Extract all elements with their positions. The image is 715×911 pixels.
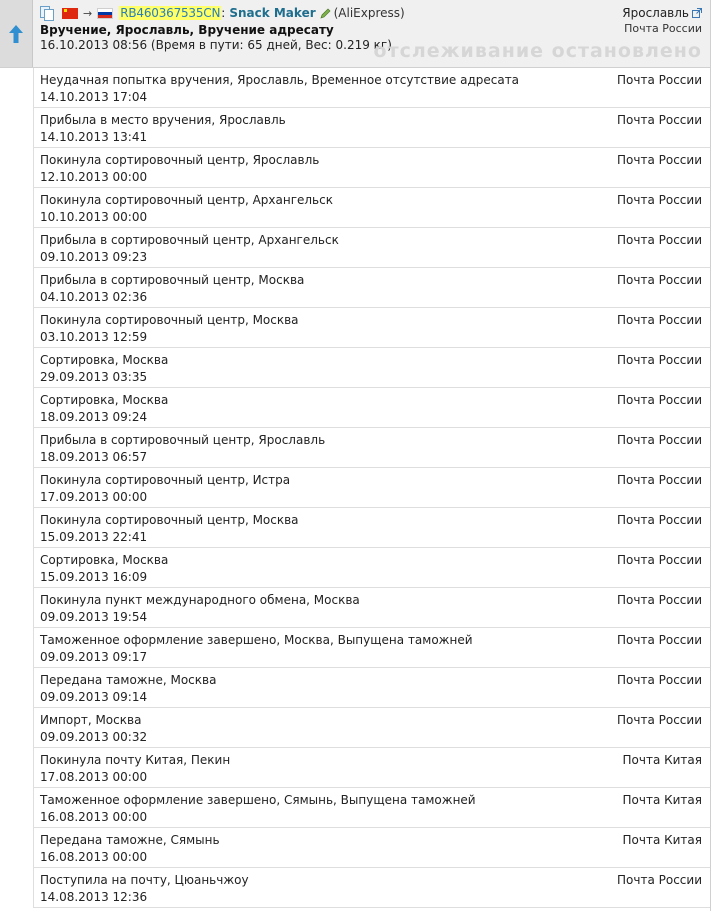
tracking-event-row	[33, 428, 710, 468]
tracking-event-row	[33, 228, 710, 268]
event-description: Покинула сортировочный центр, Архангельск	[40, 193, 333, 207]
event-description: Таможенное оформление завершено, Сямынь, Выпущена таможней	[40, 793, 476, 807]
event-description: Поступила на почту, Цюаньчжоу	[40, 873, 249, 887]
event-service: Почта России	[617, 713, 702, 727]
tracking-number[interactable]: RB460367535CN	[120, 6, 221, 20]
event-description: Импорт, Москва	[40, 713, 142, 727]
tracking-event-row	[33, 548, 710, 588]
tracking-event-row	[33, 308, 710, 348]
tracking-event-row	[33, 188, 710, 228]
event-description: Сортировка, Москва	[40, 393, 169, 407]
event-date: 16.08.2013 00:00	[40, 810, 148, 824]
event-description: Прибыла в сортировочный центр, Архангельск	[40, 233, 339, 247]
event-date: 18.09.2013 09:24	[40, 410, 148, 424]
event-date: 17.09.2013 00:00	[40, 490, 148, 504]
header-location	[622, 5, 702, 37]
collapse-button[interactable]	[0, 0, 33, 67]
event-service: Почта России	[617, 873, 702, 887]
event-date: 09.09.2013 09:14	[40, 690, 148, 704]
event-date: 14.10.2013 13:41	[40, 130, 148, 144]
header-title-line	[40, 5, 405, 21]
external-link-icon	[692, 8, 702, 18]
tracking-event-row	[33, 748, 710, 788]
event-description: Прибыла в сортировочный центр, Ярославль	[40, 433, 326, 447]
event-service: Почта России	[617, 153, 702, 167]
parcel-title-link[interactable]: Snack Maker	[229, 6, 316, 20]
event-date: 09.10.2013 09:23	[40, 250, 148, 264]
tracking-event-row	[33, 148, 710, 188]
event-service: Почта России	[617, 193, 702, 207]
event-service: Почта России	[617, 473, 702, 487]
event-date: 09.09.2013 19:54	[40, 610, 148, 624]
event-description: Покинула сортировочный центр, Истра	[40, 473, 291, 487]
tracking-event-row	[33, 268, 710, 308]
tracking-stopped-watermark: отслеживание остановлено	[373, 40, 702, 62]
event-service: Почта России	[617, 233, 702, 247]
event-description: Покинула почту Китая, Пекин	[40, 753, 231, 767]
event-date: 17.08.2013 00:00	[40, 770, 148, 784]
tracking-event-row	[33, 868, 710, 908]
arrow-right-icon: →	[83, 6, 93, 20]
tracking-event-row	[33, 788, 710, 828]
copy-icon[interactable]	[40, 6, 54, 21]
event-date: 15.09.2013 16:09	[40, 570, 148, 584]
tracking-event-row	[33, 348, 710, 388]
event-date: 18.09.2013 06:57	[40, 450, 148, 464]
event-description: Покинула сортировочный центр, Москва	[40, 513, 299, 527]
location-city-label: Ярославль	[622, 6, 689, 20]
event-service: Почта России	[617, 313, 702, 327]
event-description: Сортировка, Москва	[40, 553, 169, 567]
event-description: Покинула сортировочный центр, Москва	[40, 313, 299, 327]
tracking-event-row	[33, 708, 710, 748]
current-status: Вручение, Ярославль, Вручение адресату	[40, 23, 334, 37]
event-service: Почта России	[617, 633, 702, 647]
event-service: Почта России	[617, 593, 702, 607]
event-date: 09.09.2013 09:17	[40, 650, 148, 664]
event-date: 14.08.2013 12:36	[40, 890, 148, 904]
event-date: 10.10.2013 00:00	[40, 210, 148, 224]
tracking-event-row	[33, 628, 710, 668]
event-date: 04.10.2013 02:36	[40, 290, 148, 304]
event-service: Почта Китая	[622, 833, 702, 847]
event-description: Покинула сортировочный центр, Ярославль	[40, 153, 320, 167]
tracking-header	[0, 0, 710, 68]
event-description: Передана таможне, Сямынь	[40, 833, 220, 847]
event-service: Почта Китая	[622, 753, 702, 767]
china-flag-icon	[62, 8, 78, 19]
event-date: 14.10.2013 17:04	[40, 90, 148, 104]
event-date: 29.09.2013 03:35	[40, 370, 148, 384]
location-service: Почта России	[624, 22, 702, 35]
event-date: 16.08.2013 00:00	[40, 850, 148, 864]
event-service: Почта России	[617, 553, 702, 567]
event-service: Почта России	[617, 513, 702, 527]
tracking-event-row	[33, 108, 710, 148]
event-description: Передана таможне, Москва	[40, 673, 217, 687]
status-details: 16.10.2013 08:56 (Время в пути: 65 дней, Вес: 0.219 кг)	[40, 38, 392, 52]
tracking-event-row	[33, 468, 710, 508]
event-description: Сортировка, Москва	[40, 353, 169, 367]
event-description: Прибыла в место вручения, Ярославль	[40, 113, 286, 127]
event-service: Почта России	[617, 273, 702, 287]
tracking-event-row	[33, 68, 710, 108]
arrow-up-icon	[8, 24, 24, 44]
event-service: Почта России	[617, 73, 702, 87]
event-date: 12.10.2013 00:00	[40, 170, 148, 184]
event-service: Почта России	[617, 353, 702, 367]
event-service: Почта Китая	[622, 793, 702, 807]
event-description: Покинула пункт международного обмена, Москва	[40, 593, 360, 607]
event-date: 09.09.2013 00:32	[40, 730, 148, 744]
event-service: Почта России	[617, 113, 702, 127]
pencil-icon[interactable]	[320, 8, 331, 19]
event-service: Почта России	[617, 433, 702, 447]
tracking-events-list	[0, 68, 710, 908]
event-description: Прибыла в сортировочный центр, Москва	[40, 273, 305, 287]
event-date: 15.09.2013 22:41	[40, 530, 148, 544]
title-colon: :	[221, 6, 226, 20]
tracking-event-row	[33, 668, 710, 708]
event-service: Почта России	[617, 393, 702, 407]
tracking-event-row	[33, 508, 710, 548]
store-name: (AliExpress)	[333, 6, 405, 20]
location-city[interactable]	[622, 5, 702, 21]
tracking-event-row	[33, 828, 710, 868]
tracking-event-row	[33, 588, 710, 628]
tracking-event-row	[33, 388, 710, 428]
event-date: 03.10.2013 12:59	[40, 330, 148, 344]
russia-flag-icon	[97, 8, 113, 19]
event-service: Почта России	[617, 673, 702, 687]
event-description: Таможенное оформление завершено, Москва, Выпущена таможней	[40, 633, 473, 647]
event-description: Неудачная попытка вручения, Ярославль, Временное отсутствие адресата	[40, 73, 520, 87]
